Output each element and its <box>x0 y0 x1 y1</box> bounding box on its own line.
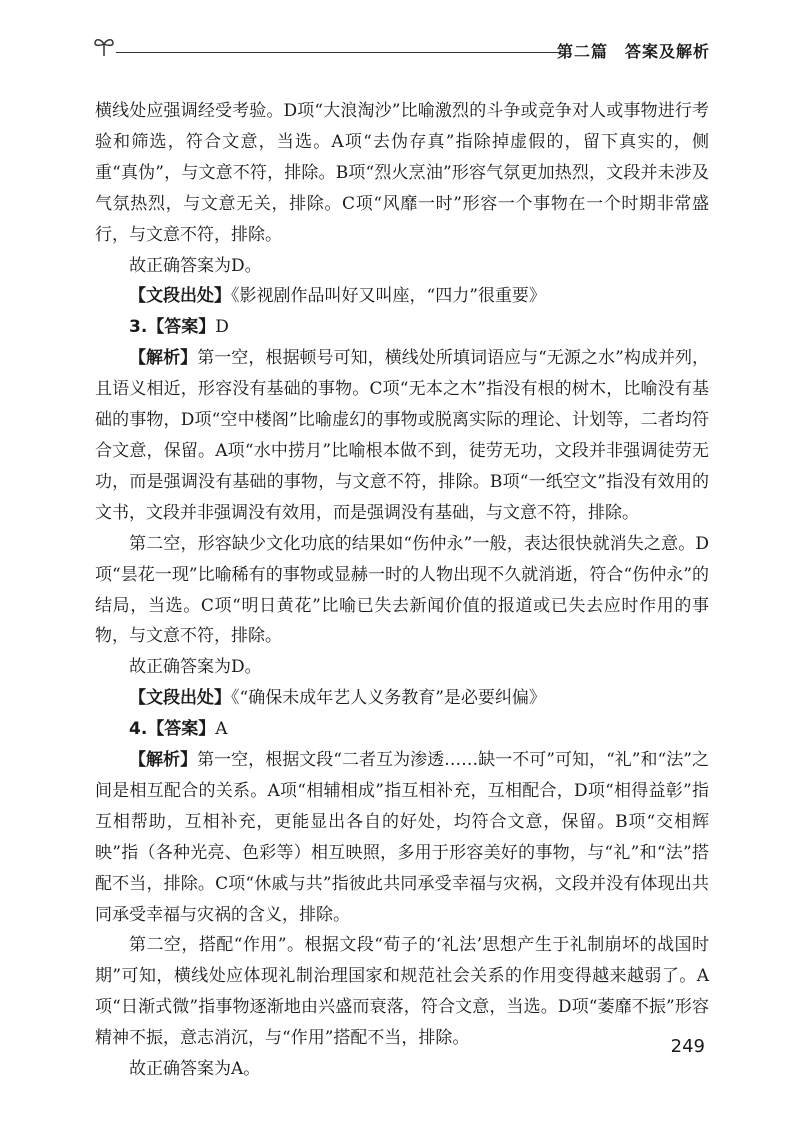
paragraph-label: 【解析】 <box>129 750 198 771</box>
paragraph-label: 【解析】 <box>129 348 198 369</box>
paragraph-label: 【文段出处】 <box>129 688 231 709</box>
paragraph-text: 第二空，搭配“作用”。根据文段“荀子的‘礼法’思想产生于礼制崩坏的战国时期”可知，横线处应体现礼制治理国家和规范社会关系的作用变得越来越弱了。A项“日渐式微”指事物逐渐地由兴盛而衰落，符合文意，当选。D项“萎靡不振”形容精神不振，意志消沉，与“作用”搭配不当，排除。 <box>95 935 709 1049</box>
paragraph-text: 《影视剧作品叫好又叫座，“四力”很重要》 <box>231 286 546 307</box>
paragraph-text: 故正确答案为A。 <box>129 1059 261 1080</box>
section-title: 第二篇 答案及解析 <box>556 42 710 61</box>
paragraph-text: 第一空，根据文段“二者互为渗透……缺一不可”可知，“礼”和“法”之间是相互配合的关系。A项“相辅相成”指互相补充，互相配合，D项“相得益彰”指互相帮助，互相补充，更能显出各自的好处，均符合文意，保留。B项“交相辉映”指（各种光亮、色彩等）相互映照，多用于形容美好的事物，与“礼”和“法”搭配不当，排除。C项“休戚与共”指彼此共同承受幸福与灾祸，文段并没有体现出共同承受幸福与灾祸的含义，排除。 <box>95 750 710 925</box>
paragraph <box>95 652 709 683</box>
paragraph-text: A <box>215 719 228 740</box>
paragraph <box>95 312 709 343</box>
paragraph-text: 第二空，形容缺少文化功底的结果如“伤仲永”一般，表达很快就消失之意。D项“昙花一现”比喻稀有的事物或显赫一时的人物出现不久就消逝，符合“伤仲永”的结局，当选。C项“明日黄花”比喻已失去新闻价值的报道或已失去应时作用的事物，与文意不符，排除。 <box>95 533 709 647</box>
paragraph <box>95 281 709 312</box>
paragraph <box>95 251 709 282</box>
page-number: 249 <box>670 1036 705 1057</box>
paragraph-label: 【文段出处】 <box>129 286 231 307</box>
paragraph <box>95 529 709 653</box>
page-content <box>95 96 709 1085</box>
sprout-icon <box>92 34 116 58</box>
paragraph-text: 故正确答案为D。 <box>129 255 262 276</box>
paragraph <box>95 714 709 745</box>
paragraph-text: 第一空，根据顿号可知，横线处所填词语应与“无源之水”构成并列，且语义相近，形容没有基础的事物。C项“无本之木”指没有根的树木，比喻没有基础的事物，D项“空中楼阁”比喻虚幻的事物或脱离实际的理论、计划等，二者均符合文意，保留。A项“水中捞月”比喻根本做不到，徒劳无功，文段并非强调徒劳无功，而是强调没有基础的事物，与文意不符，排除。B项“一纸空文”指没有效用的文书，文段并非强调没有效用，而是强调没有基础，与文意不符，排除。 <box>95 348 710 523</box>
paragraph <box>95 683 709 714</box>
paragraph <box>95 930 709 1054</box>
paragraph-text: 《“确保未成年艺人义务教育”是必要纠偏》 <box>231 688 546 709</box>
paragraph-text: D <box>215 317 229 338</box>
header-rule <box>116 52 560 53</box>
paragraph-label: 3.【答案】 <box>129 317 216 338</box>
paragraph <box>95 1054 709 1085</box>
page-header <box>92 22 710 62</box>
paragraph <box>95 745 709 930</box>
paragraph-text: 故正确答案为D。 <box>129 657 262 678</box>
paragraph-text: 横线处应强调经受考验。D项“大浪淘沙”比喻激烈的斗争或竞争对人或事物进行考验和筛选，符合文意，当选。A项“去伪存真”指除掉虚假的，留下真实的，侧重“真伪”，与文意不符，排除。B项“烈火烹油”形容气氛更加热烈，文段并未涉及气氛热烈，与文意无关，排除。C项“风靡一时”形容一个事物在一个时期非常盛行，与文意不符，排除。 <box>95 101 709 245</box>
paragraph <box>95 343 709 528</box>
paragraph-label: 4.【答案】 <box>129 719 216 740</box>
paragraph <box>95 96 709 251</box>
